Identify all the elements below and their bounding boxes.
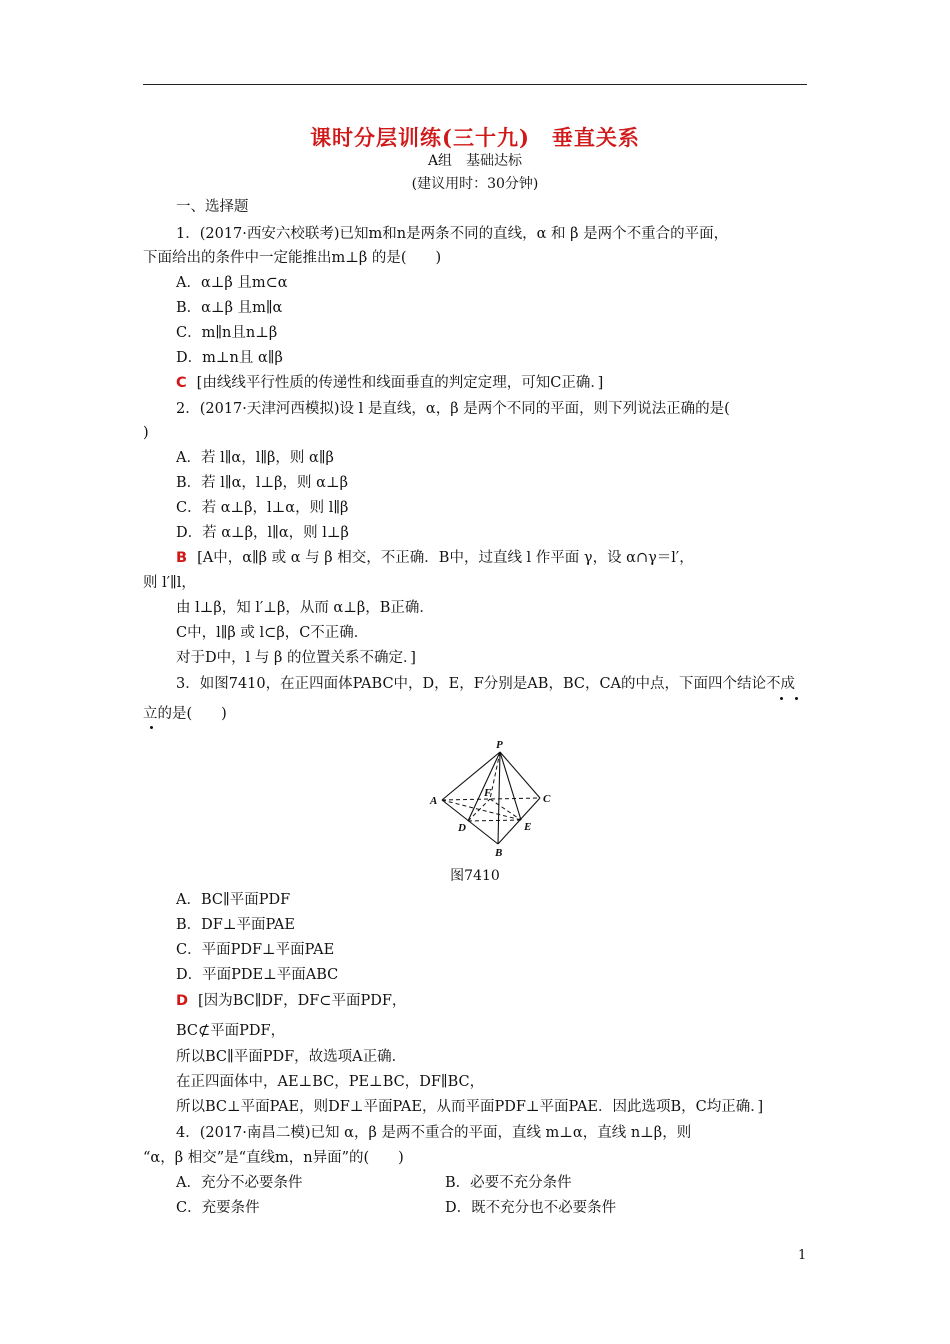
q3-option-c: C．平面PDF⊥平面PAE (176, 942, 335, 958)
q2-option-d: D．若 α⊥β，l∥α，则 l⊥β (176, 525, 349, 541)
q3-stem-line2: 立的是( ) (143, 706, 227, 722)
q2-option-c: C．若 α⊥β，l⊥α，则 l∥β (176, 500, 349, 516)
q2-stem-line1: 2．(2017·天津河西模拟)设 l 是直线，α，β 是两个不同的平面，则下列说法正确的是( (176, 401, 730, 417)
q3-stem-line1: 3．如图7410，在正四面体PABC中，D，E，F分别是AB，BC，CA的中点，下面四个结论不成 (176, 676, 796, 692)
q3-option-a: A．BC∥平面PDF (176, 892, 291, 908)
q2-answer-line3: 由 l⊥β，知 l′⊥β，从而 α⊥β，B正确． (176, 600, 434, 616)
q2-option-b: B．若 l∥α，l⊥β，则 α⊥β (176, 475, 348, 491)
q2-answer-line5: 对于D中，l 与 β 的位置关系不确定．] (176, 650, 416, 666)
segment-pe (500, 752, 521, 820)
tetrahedron-figure (420, 738, 560, 860)
group-subtitle: A组 基础达标 (427, 153, 523, 169)
emphasis-dot (795, 697, 798, 700)
q4-option-d: D．既不充分也不必要条件 (445, 1200, 617, 1216)
section-heading: 一、选择题 (176, 199, 249, 215)
segment-df-hidden (468, 799, 490, 821)
segment-fe-hidden (490, 799, 521, 820)
q4-stem-line2: “α，β 相交”是“直线m，n异面”的( ) (143, 1150, 404, 1166)
q3-option-b: B．DF⊥平面PAE (176, 917, 295, 933)
label-d: D (458, 822, 466, 834)
q2-answer-line2: 则 l′∥l， (143, 575, 196, 591)
figure-caption: 图7410 (450, 868, 500, 884)
label-p: P (496, 739, 503, 751)
header-rule (143, 84, 807, 85)
q3-answer-text1: [因为BC∥DF，DF⊂平面PDF， (198, 993, 407, 1009)
q2-answer-line1 (176, 548, 694, 568)
q1-answer-letter: C (176, 375, 187, 391)
q3-answer-line3: 所以BC∥平面PDF，故选项A正确． (176, 1049, 407, 1065)
q2-answer-text1: [A中，α∥β 或 α 与 β 相交，不正确．B中，过直线 l 作平面 γ，设 α∩γ＝l′， (197, 550, 694, 566)
q3-answer-line2: BC⊄平面PDF， (176, 1023, 286, 1039)
q2-option-a: A．若 l∥α，l∥β，则 α∥β (176, 450, 334, 466)
page-title: 课时分层训练(三十九) 垂直关系 (310, 125, 640, 150)
q1-stem-line1: 1．(2017·西安六校联考)已知m和n是两条不同的直线，α 和 β 是两个不重合的平面， (176, 226, 729, 242)
emphasis-dot (150, 726, 153, 729)
q1-option-c: C．m∥n且n⊥β (176, 325, 278, 341)
q1-option-a: A．α⊥β 且m⊂α (176, 275, 288, 291)
edge-pb (498, 752, 500, 844)
segment-de-hidden (468, 820, 521, 821)
q2-answer-letter: B (176, 550, 188, 566)
q4-option-b: B．必要不充分条件 (445, 1175, 572, 1191)
label-e: E (524, 821, 532, 833)
q4-option-c: C．充要条件 (176, 1200, 260, 1216)
q1-option-d: D．m⊥n且 α∥β (176, 350, 283, 366)
edge-pc (500, 752, 540, 798)
emphasis-dot (780, 697, 783, 700)
label-f: F (484, 787, 492, 799)
q1-answer-text: [由线线平行性质的传递性和线面垂直的判定定理，可知C正确．] (196, 375, 604, 391)
q4-option-a: A．充分不必要条件 (176, 1175, 303, 1191)
q3-answer-line4: 在正四面体中，AE⊥BC，PE⊥BC，DF∥BC， (176, 1074, 485, 1090)
page-number: 1 (798, 1248, 807, 1263)
q2-answer-line4: C中，l∥β 或 l⊂β，C不正确． (176, 625, 369, 641)
label-c: C (543, 793, 551, 805)
q2-stem-line2: ) (143, 425, 149, 441)
q1-option-b: B．α⊥β 且m∥α (176, 300, 283, 316)
time-hint: (建议用时：30分钟) (411, 176, 539, 192)
label-b: B (495, 847, 503, 859)
q3-option-d: D．平面PDE⊥平面ABC (176, 967, 339, 983)
q4-stem-line1: 4．(2017·南昌二模)已知 α，β 是两不重合的平面，直线 m⊥α，直线 n⊥β，则 (176, 1125, 692, 1141)
edge-bc (498, 798, 540, 844)
q3-answer-line5: 所以BC⊥平面PAE，则DF⊥平面PAE，从而平面PDF⊥平面PAE．因此选项B，C均正确．] (176, 1099, 764, 1115)
q1-answer (176, 373, 603, 393)
label-a: A (430, 795, 438, 807)
q3-answer-line1 (176, 991, 406, 1011)
q3-answer-letter: D (176, 993, 189, 1009)
q1-stem-line2: 下面给出的条件中一定能推出m⊥β 的是( ) (143, 250, 442, 266)
